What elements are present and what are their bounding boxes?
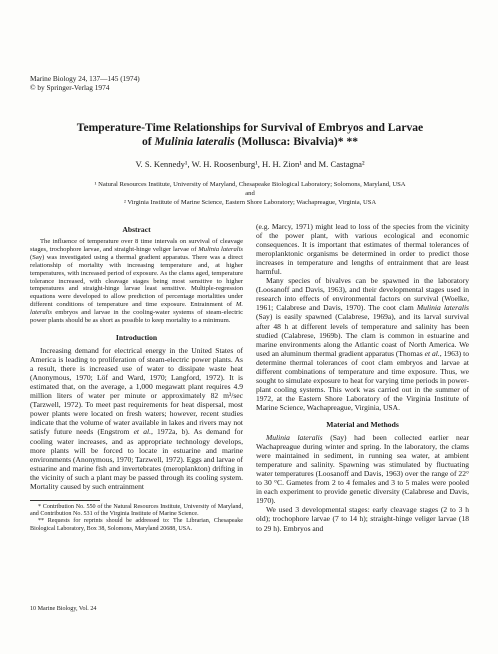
left-column — [30, 222, 243, 533]
affiliation-2: ² Virginia Institute of Marine Science, Eastern Shore Laboratory; Wachapreague, Virginia, USA — [123, 199, 377, 206]
methods-paragraph-1: Mulinia lateralis (Say) had been collected earlier near Wachapreague during winter and spring. In the laboratory, the clams were maintained in sediment, in running sea water, at ambient temperature and salinity. Spawning was stimulated by fluctuating water temperatures (Loosanoff and Davis, 1963) over the range of 22° to 30 °C. Gametes from 2 to 4 females and 3 to 5 males were pooled in each experiment to provide genetic diversity (Calabrese and Davis, 1970). — [256, 433, 469, 506]
introduction-heading: Introduction — [115, 333, 158, 343]
title-suffix: (Mollusca: Bivalvia)* ** — [234, 135, 359, 148]
methods-paragraph-2: We used 3 developmental stages: early cleavage stages (2 to 3 h old); trochophore larvae (7 to 14 h); straight-hinge veliger larvae (18 to 29 h). Embryos and — [256, 505, 469, 533]
title-line-2 — [60, 135, 440, 149]
right-paragraph-1: (e.g. Marcy, 1971) might lead to loss of the species from the vicinity of the power plant, with various ecological and economic consequences. It is important that estimates of thermal tolerances of meroplanktonic organisms be determined in order to predict those increases in temperature and lengths of entrainment that are least harmful. — [256, 222, 469, 277]
footnote-rule — [30, 500, 100, 501]
footnote-1: * Contribution No. 550 of the Natural Resources Institute, University of Maryland, and Contribution No. 531 of the Virginia Institute of Marine Science. — [30, 503, 243, 518]
title-prefix: of — [141, 135, 155, 148]
abstract-heading: Abstract — [122, 225, 151, 234]
title-line-1: Temperature-Time Relationships for Survival of Embryos and Larvae — [76, 121, 424, 134]
title-species: Mulinia lateralis — [154, 135, 235, 148]
citation-line: Marine Biology 24, 137—145 (1974) — [30, 74, 140, 83]
copyright-line: © by Springer-Verlag 1974 — [30, 83, 110, 92]
journal-citation — [30, 74, 140, 92]
footnote-2: ** Requests for reprints should be addressed to: The Librarian, Chesapeake Biological Laboratory, Box 38, Solomons, Maryland 20688, USA. — [30, 518, 243, 532]
introduction-text: Increasing demand for electrical energy in the United States of America is leading to proliferation of steam-electric power plants. As a result, there is increased use of water to dissipate waste heat (Anonymous, 1970; Löf and Ward, 1970; Langford, 1972). It is estimated that, on the average, a 1,000 megawatt plant requires 4.9 million liters of water per minute or approximately 82 m³/sec (Tarzwell, 1972). To meet past requirements for heat dispersal, most power plants were located on fresh waters; however, recent studies indicate that the volume of water available in lakes and rivers may not satisfy future needs (Engstrom et al., 1972a, b). As demand for cooling water increases, and as appropriate technology develops, more plants will be forced to locate in estuarine and marine environments (Anonymous, 1970; Tarzwell, 1972). Eggs and larvae of estuarine and marine fish and invertebrates (meroplankton) drifting in the vicinity of such a plant may be passed through its cooling system. Mortality caused by such entrainment — [30, 346, 243, 491]
right-paragraph-2: Many species of bivalves can be spawned in the laboratory (Loosanoff and Davis, 1963), and their developmental stages used in research into effects of environmental factors on survival (Woelke, 1961; Calabrese and Davis, 1970). The coot clam Mulinia lateralis (Say) is easily spawned (Calabrese, 1969a), and its larval survival after 48 h at different levels of temperature and salinity has been studied (Calabrese, 1969b). The clam is common in estuarine and marine environments along the Atlantic coast of North America. We used an aluminum thermal gradient apparatus (Thomas et al., 1963) to determine thermal tolerances of coot clam embryos and larvae at different combinations of temperature and time exposure. Thus, we sought to simulate exposure to heat for varying time periods in power-plant cooling systems. This work was carried out in the summer of 1972, at the Eastern Shore Laboratory of the Virginia Institute of Marine Science, Wachapreague, Virginia, USA. — [256, 276, 469, 412]
author-list: V. S. Kennedy¹, W. H. Roosenburg¹, H. H. Zion¹ and M. Castagna² — [135, 159, 365, 169]
abstract-text: The influence of temperature over 8 time intervals on survival of cleavage stages, trochophore larvae, and straight-hinge veliger larvae of Mulinia lateralis (Say) was investigated using a thermal gradient apparatus. There was a direct relationship of mortality with increasing temperature and, at higher temperatures, with increased period of exposure. As the clams aged, temperature tolerance increased, with cleavage stages being most sensitive to higher temperatures and straight-hinge larvae least sensitive. Multiple-regression equations were developed to allow prediction of percentage mortalities under different conditions of temperature and time exposure. Entrainment of M. lateralis embryos and larvae in the cooling-water systems of steam-electric power plants should be as short as possible to keep mortality to a minimum. — [30, 238, 243, 325]
page-footer: 10 Marine Biology, Vol. 24 — [30, 606, 97, 612]
affiliation-and: and — [245, 190, 255, 197]
methods-heading: Material and Methods — [326, 419, 399, 429]
affiliation-1: ¹ Natural Resources Institute, University of Maryland, Chesapeake Biological Laboratory; Solomons, Maryland, USA — [94, 181, 406, 188]
right-column — [256, 222, 469, 533]
paper-title — [60, 121, 440, 149]
